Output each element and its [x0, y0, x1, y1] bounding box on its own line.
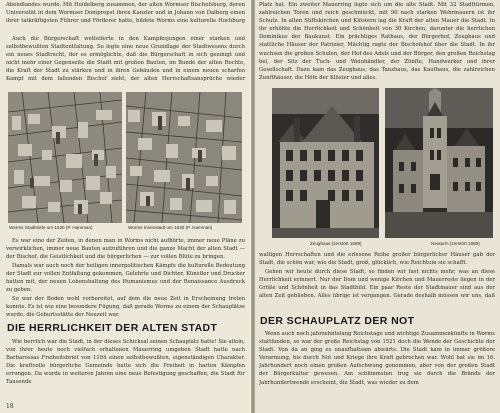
- left-paragraph-6: Wie herrlich war die Stadt, in der dieses Schicksal seinen Schauplatz hatte! Sie allein, von ihrer heute noch vielfach erhaltenen Mauerring umgeben Stadt hatte nach Barbarossas Freiheitsbrief von 1184 einen selbstbewußten, eigenständigen Charakter. Die kraftvolle bürgerliche Gemeinde hatte sich die Freiheit in harten Kämpfen errungen. Da wurde in weiteren Jahren eine neue Befestigung geschaffen, die Stadt für Tausende: [6, 339, 245, 386]
- neuturm-caption: Neuturm (zerstört 1689): [431, 241, 480, 246]
- left-paragraph-3: Es war eine der Zeiten, in denen man in Worms nicht aufhörte, immer neue Pläne zu verwirklichen, immer neue Bauten aufzuführen und die ganze Macht der alten Stadt — der Bischof, die Geistlichkeit und die bürgerlichen — zur vollen Blüte zu bringen.: [6, 238, 245, 261]
- page-number-left: 18: [6, 403, 14, 410]
- zeughaus-caption: Zeughaus (zerstört 1689): [310, 241, 362, 246]
- right-paragraph-1: Platz hat. Ein zweiter Mauerring legte sich um die alte Stadt. Mit 32 Stadttürmen, zahlreichen Toren und reich geschmückt, mit 90 nach starken Wehrmauern ist ihr Schutz. In alten Stiftskirchen und Klöstern lag die Kraft der alten Mauer die Stadt. In ihr erhöhte die Herrlichkeit und Schönheit von 30 Kirchen, darunter die herrlichen Dominikus der Baukunst. Ein prächtiges Rathaus, der Bürgerhof, Zeughaus und stattliche Häuser der Patrizier, Mächtig ragte der Bischofshof über die Stadt. In ihr wuchsen die großen Schulen, der Hof des Adels und der Bürger, den großen Reichstag bei, der Sitz der Tuch- und Weinhändler, der Zünfte, Handwerker und ihrer Gesellschaft. Dazu kam das Zeughaus, das Tanzhaus, das Kaufhaus, die zahlreichen Zunfthäuser, die Höfe der Klöster und alles.: [259, 2, 495, 81]
- section-heading-alte-stadt: DIE HERRLICHKEIT DER ALTEN STADT: [7, 322, 218, 334]
- left-photo-caption-1: Worms Stadtmitte um 1630 (P. Hamman): [9, 225, 93, 230]
- right-paragraph-3: Gehen wir heute durch diese Stadt, so finden wir fast nichts mehr, was an diese Herrlichkeit erinnert. Nur der Dom und wenige Kirchen und Mauerreste liegen in der Größe und Schönheit in das Stadtbild. Ein paar Reste der Stadtmauer sind aus der alten Zeit geblieben. Alles übrige ist vergangen. Gerade deshalb müssen wir uns, daß: [259, 269, 495, 300]
- left-paragraph-2: Auch die Bürgerschaft wetteiferte in den Kampfesjungen einer starken und selbstbewußten Stadtentfaltung. So legte eine neue Grundlage der Stadtwesens durch ein neues Stadtrecht, der es ermöglichte, daß die Bürgerschaft in sich geeinigt und nicht mehr einer Gegenseite die Stadt mit großen Bauten, im Bunde der alten Rechte, die Kraft der Stadt zu stärken und in ihren Gebäuden und in einem neuen scharfen Kampf mit dem fallenden Bischof zieht, der alten Herrschaftsansprüche wieder: [6, 36, 245, 83]
- engraving-photo-left-2: [126, 92, 242, 223]
- left-paragraph-5: So war der Boden wohl vorbereitet, auf dem die neue Zeit in Erscheinung treten konnte. Es ist wie eine besondere Fügung, daß gerade Worms zu einem der Schauplätze wurde, die Geburtsstätte der Neuzeit war.: [6, 296, 245, 319]
- left-photo-caption-2: Worms Innenstadt um 1630 (P. Hamman): [128, 225, 213, 230]
- zeughaus-photo: [272, 88, 379, 238]
- engraving-photo-left-1: [8, 92, 122, 223]
- left-paragraph-1: Abendlandes wurde. Mit Heidelberg zusammen, der alten Wormser Bischofsburg, deren Universität in dem Wormser Dompropst ihren Kanzler und in Johann von Dalberg einen ihrer tatkräftigsten Führer und Förderer hatte, bildete Worms eine kulturelle Hochburg: [6, 2, 245, 25]
- right-paragraph-4: Wenn auch noch jahrzehntelang Reichstage und wichtige Zusammenkünfte in Worms stattfanden, so war der große Reichstag von 1521 doch die Wende der Geschichte der Stadt. Von da an ging es unaufhaltsam abwärts. Die Stadt kam in immer größere Verarmung, bis durch Not und Kriege ihre Kraft gebrochen war. Wohl hat sie im 16. Jahrhundert noch einen großen Aufschwung genommen, aber von der großen Stadt der Bürgerkultur gewesen. Am schlimmsten trug sie durch die Brände der Jahrhundertwende erscheint, die Stadt, was wieder zu dem: [259, 331, 495, 386]
- left-paragraph-4: Damals war auch noch der heiligen innerpolitischen Kämpfe die kulturelle Bedeutung der Stadt zur vollen Entfaltung gekommen, Gelehrte und Dichter, Künstler und Drucker hatten mit, der neuen Lebenshaltung des Humanismus und der Renaissance Ausdruck zu geben.: [6, 263, 245, 294]
- neuturm-photo: [385, 88, 493, 238]
- section-heading-schauplatz: DER SCHAUPLATZ DER NOT: [260, 315, 415, 327]
- right-paragraph-2: waltigen Herrschaften und die erlesene Reihe großer bürgerlicher Häuser gab der Stadt, die schön war, wie die Stadt, groß, glücklich, wie Reichtum sie schafft.: [259, 252, 495, 267]
- right-page: [255, 0, 500, 413]
